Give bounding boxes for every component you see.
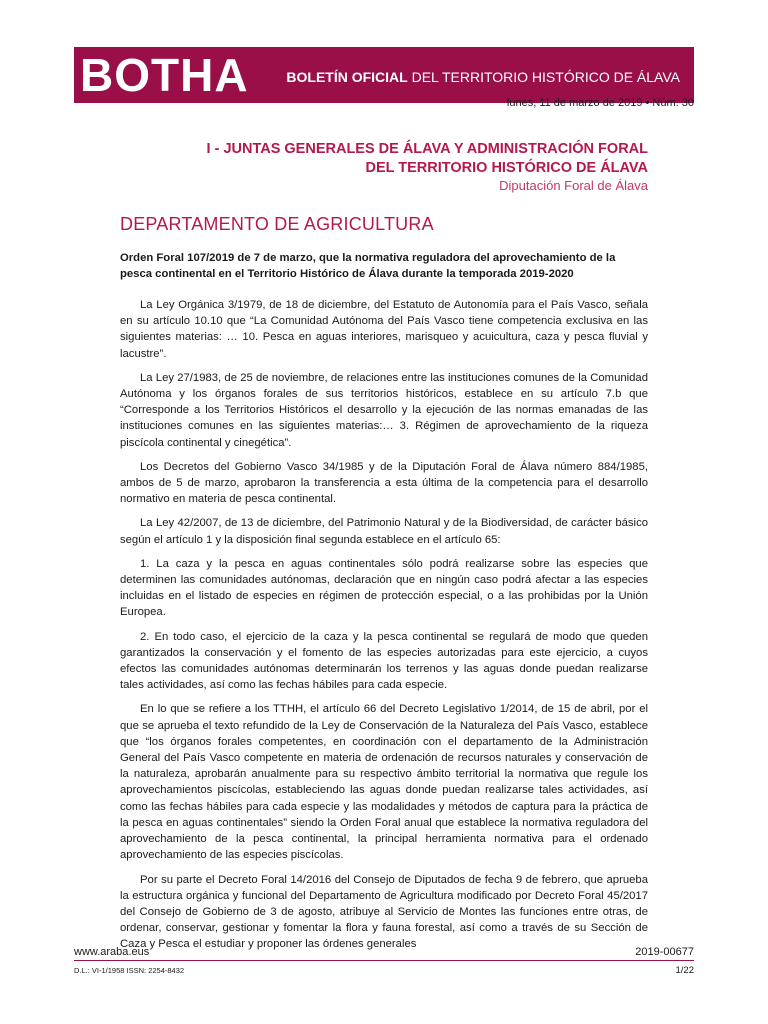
document-body — [120, 297, 648, 961]
masthead-bar — [74, 47, 694, 103]
footer-divider — [74, 960, 694, 961]
department-heading: DEPARTAMENTO DE AGRICULTURA — [120, 214, 434, 234]
bulletin-title-rest: DEL TERRITORIO HISTÓRICO DE ÁLAVA — [407, 69, 680, 85]
paragraph: Los Decretos del Gobierno Vasco 34/1985 y de la Diputación Foral de Álava número 884/1985, ambos de 5 de marzo, aprobaron la transferencia a esta última de la competencia para el desarrollo normativo en materia de pesca continental. — [120, 460, 648, 506]
subsection-title: Diputación Foral de Álava — [499, 178, 648, 193]
bulletin-title — [286, 69, 680, 85]
page-number: 1/22 — [675, 965, 694, 976]
paragraph: La Ley 42/2007, de 13 de diciembre, del Patrimonio Natural y de la Biodiversidad, de carácter básico según el artículo 1 y la disposición final segunda establece en el artículo 65: — [120, 517, 648, 546]
paragraph: La Ley Orgánica 3/1979, de 18 de diciembre, del Estatuto de Autonomía para el País Vasco, señala en su artículo 10.10 que “La Comunidad Autónoma del País Vasco tiene competencia exclusiva en las siguientes materias: … 10. Pesca en aguas interiores, marisqueo y acuicultura, caza y pesca fluvial y lacustre”. — [120, 299, 648, 360]
section-title-line2: DEL TERRITORIO HISTÓRICO DE ÁLAVA — [365, 160, 648, 176]
footer-document-code: 2019-00677 — [635, 946, 694, 958]
paragraph: La Ley 27/1983, de 25 de noviembre, de relaciones entre las instituciones comunes de la Comunidad Autónoma y los órganos forales de sus territorios históricos, establece en su artículo 7.b que “Corresponde a los Territorios Históricos el desarrollo y la ejecución de las normas emanadas de las instituciones comunes en las siguientes materias:… 3. Régimen de aprovechamiento de la riqueza piscícola continental y cinegética”. — [120, 371, 648, 449]
footer-website-link[interactable]: www.araba.eus — [74, 946, 150, 958]
section-title — [128, 140, 648, 178]
paragraph: 1. La caza y la pesca en aguas continentales sólo podrá realizarse sobre las especies que determinen las comunidades autónomas, declaración que en ningún caso podrá afectar a las especies incluidas en el listado de especies en régimen de protección especial, o a las prohibidas por la Unión Europea. — [120, 557, 648, 619]
paragraph: 2. En todo caso, el ejercicio de la caza y la pesca continental se regulará de modo que queden garantizados la conservación y el fomento de las especies autorizadas para este ejercicio, a cuyos efectos las comunidades autónomas determinarán los terrenos y las aguas donde puedan realizarse tales actividades, así como las fechas hábiles para cada especie. — [120, 630, 648, 692]
order-title: Orden Foral 107/2019 de 7 de marzo, que la normativa reguladora del aprovechamiento de la pesca continental en el Territorio Histórico de Álava durante la temporada 2019-2020 — [120, 252, 616, 280]
botha-logo: BOTHA — [80, 49, 249, 101]
paragraph: Por su parte el Decreto Foral 14/2016 del Consejo de Diputados de fecha 9 de febrero, que aprueba la estructura orgánica y funcional del Departamento de Agricultura modificado por Decreto Foral 45/2017 del Consejo de Gobierno de 3 de agosto, atribuye al Servicio de Montes las funciones entre otras, de ordenar, conservar, gestionar y fomentar la flora y fauna forestal, así como a través de su Sección de Caza y Pesca el estudiar y proponer las órdenes generales — [120, 873, 648, 951]
footer-legal-deposit: D.L.: VI-1/1958 ISSN: 2254-8432 — [74, 966, 185, 975]
section-title-line1: I - JUNTAS GENERALES DE ÁLAVA Y ADMINISTRACIÓN FORAL — [206, 141, 648, 157]
bulletin-title-bold: BOLETÍN OFICIAL — [286, 69, 408, 85]
paragraph: En lo que se refiere a los TTHH, el artículo 66 del Decreto Legislativo 1/2014, de 15 de abril, por el que se aprueba el texto refundido de la Ley de Conservación de la Naturaleza del País Vasco, establece que “los órganos forales competentes, en coordinación con el departamento de la Administración General del País Vasco competente en materia de ordenación de recursos naturales y conservación de la naturaleza, aprobarán anualmente para su respectivo ámbito territorial la normativa que regule los aprovechamientos piscícolas, estableciendo las aguas donde puedan realizarse tales actividades, así como las fechas hábiles para cada especie y las modalidades y métodos de captura para la práctica de la pesca en aguas continentales” siendo la Orden Foral anual que establece la normativa reguladora del aprovechamiento de la pesca continental, la principal herramienta normativa para el ordenado aprovechamiento de las especies piscícolas. — [120, 703, 648, 862]
issue-date: lunes, 11 de marzo de 2019 • Núm. 30 — [506, 97, 694, 109]
